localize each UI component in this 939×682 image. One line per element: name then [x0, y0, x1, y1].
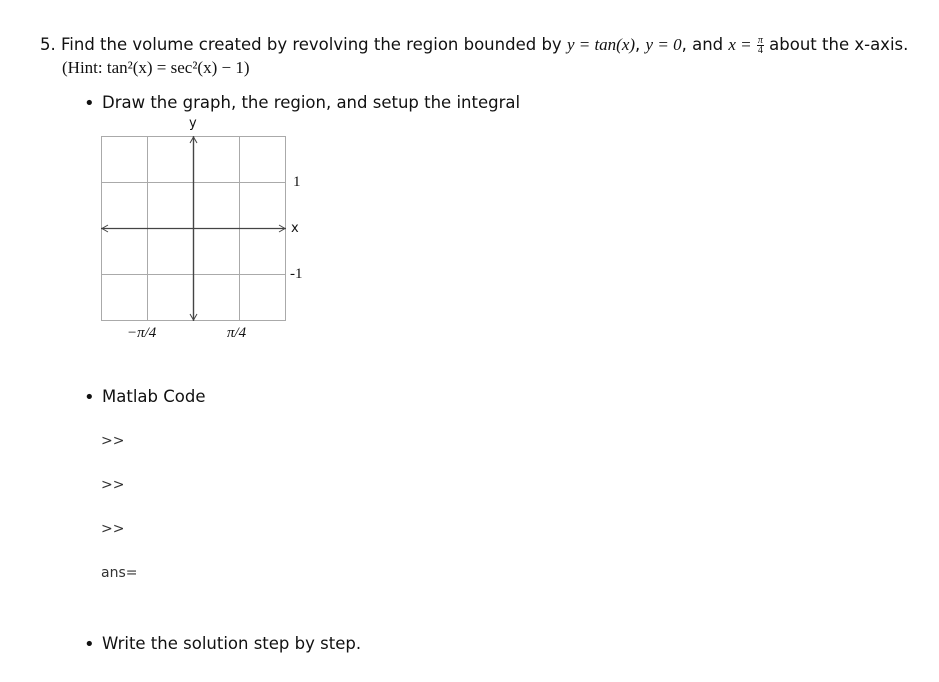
equation-y-zero: y = 0	[645, 35, 682, 54]
problem-hint: (Hint: tan²(x) = sec²(x) − 1)	[62, 58, 250, 77]
problem-tail: about the x-axis.	[769, 35, 909, 54]
tick-x-positive: π/4	[227, 325, 247, 341]
problem-lead: Find the volume created by revolving the region bounded by	[61, 35, 562, 54]
fraction-pi-over-4	[757, 36, 764, 55]
equation-y-tan-x: y = tan(x)	[566, 35, 636, 54]
x-axis-label: x	[291, 221, 299, 236]
bullet-icon: •	[84, 93, 95, 114]
matlab-answer: ans=	[101, 565, 138, 581]
problem-number: 5.	[40, 35, 56, 54]
equation-x-left: x =	[728, 35, 752, 54]
y-axis-label: y	[189, 116, 197, 131]
matlab-prompt: >>	[101, 477, 125, 493]
tick-y-positive: 1	[293, 174, 301, 190]
bullet-matlab-text: Matlab Code	[102, 387, 206, 406]
bullet-icon: •	[84, 387, 95, 408]
tick-y-negative: -1	[290, 266, 303, 282]
fraction-numerator: π	[757, 35, 763, 46]
bullet-solution-text: Write the solution step by step.	[102, 634, 362, 653]
fraction-denominator: 4	[757, 45, 763, 56]
bullet-graph-text: Draw the graph, the region, and setup the integral	[102, 93, 521, 112]
matlab-prompt: >>	[101, 433, 125, 449]
problem-statement: 5. Find the volume created by revolving the region bounded by y = tan(x), y = 0, and x = $\frac{\pi}{4}$ about the x-axis.	[40, 35, 909, 56]
and-word: and	[692, 35, 724, 54]
coordinate-grid	[96, 114, 336, 354]
tick-x-negative: −π/4	[127, 325, 157, 341]
matlab-prompt: >>	[101, 521, 125, 537]
bullet-icon: •	[84, 634, 95, 655]
